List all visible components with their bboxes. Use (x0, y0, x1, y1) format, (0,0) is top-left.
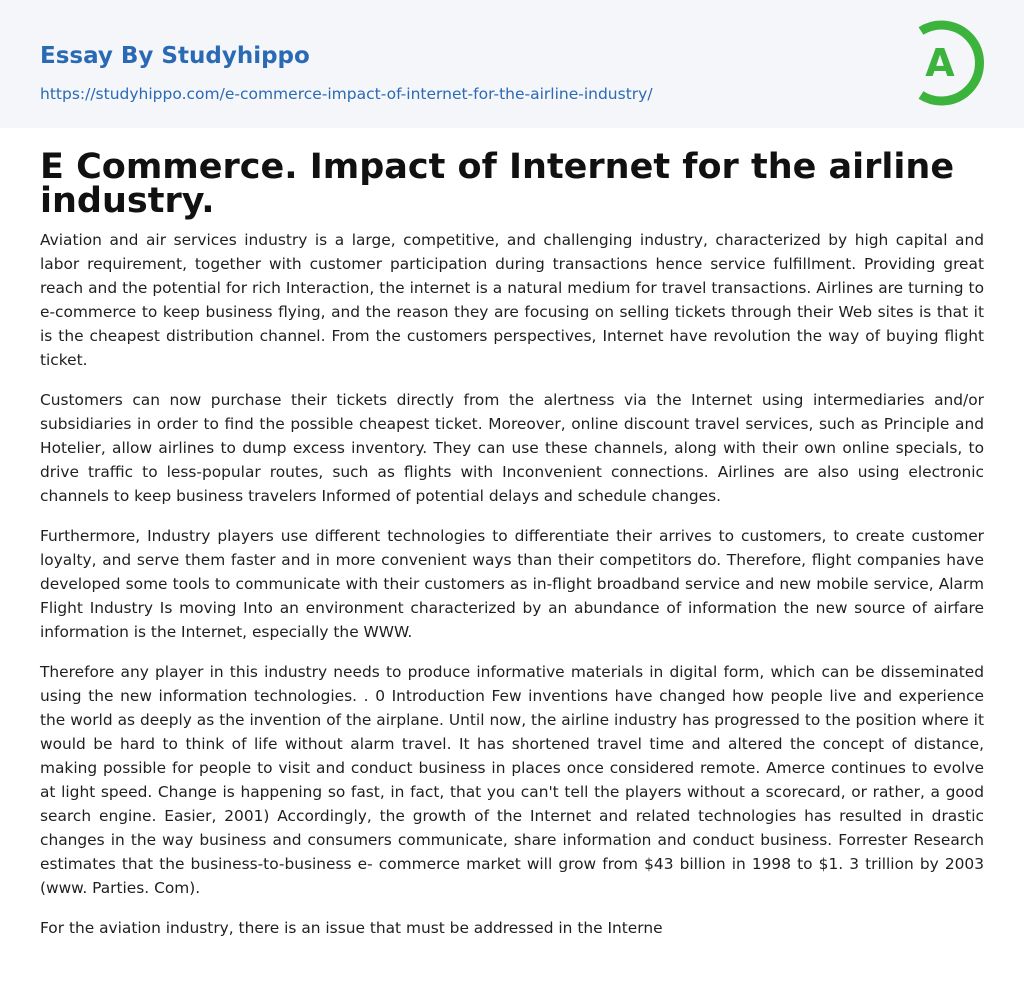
studyhippo-logo-icon[interactable] (896, 19, 986, 107)
page-url-link[interactable]: https://studyhippo.com/e-commerce-impact-of-internet-for-the-airline-industry/ (40, 85, 653, 103)
article-title: E Commerce. Impact of Internet for the airline industry. (40, 147, 955, 221)
site-header (0, 0, 1024, 128)
article-paragraph: Aviation and air services industry is a large, competitive, and challenging industry, characterized by high capital and labor requirement, together with customer participation during transactions hence service fulfillment. Providing great reach and the potential for rich Interaction, the internet is a natural medium for travel transactions. Airlines are turning to e-commerce to keep business flying, and the reason they are focusing on selling tickets through their Web sites is that it is the cheapest distribution channel. From the customers perspectives, Internet have revolution the way of buying flight ticket. (40, 231, 984, 369)
article-paragraph: Furthermore, Industry players use different technologies to differentiate their arrives to customers, to create customer loyalty, and serve them faster and in more convenient ways than their competitors do. Therefore, flight companies have developed some tools to communicate with their customers as in-flight broadband service and new mobile service, Alarm Flight Industry Is moving Into an environment characterized by an abundance of information the new source of airfare information is the Internet, especially the WWW. (40, 527, 984, 641)
logo-letter: A (925, 41, 955, 85)
article (40, 147, 984, 956)
article-paragraph: Customers can now purchase their tickets directly from the alertness via the Internet using intermediaries and/or subsidiaries in order to find the possible cheapest ticket. Moreover, online discount travel services, such as Principle and Hotelier, allow airlines to dump excess inventory. They can use these channels, along with their own online specials, to drive traffic to less-popular routes, such as flights with Inconvenient connections. Airlines are also using electronic channels to keep business travelers Informed of potential delays and schedule changes. (40, 391, 984, 505)
brand-title[interactable]: Essay By Studyhippo (40, 43, 310, 69)
article-paragraph: Therefore any player in this industry needs to produce informative materials in digital form, which can be disseminated using the new information technologies. . 0 Introduction Few inventions have changed how people live and experience the world as deeply as the invention of the airplane. Until now, the airline industry has progressed to the position where it would be hard to think of life without alarm travel. It has shortened travel time and altered the concept of distance, making possible for people to visit and conduct business in places once considered remote. Amerce continues to evolve at light speed. Change is happening so fast, in fact, that you can't tell the players without a scorecard, or rather, a good search engine. Easier, 2001) Accordingly, the growth of the Internet and related technologies has resulted in drastic changes in the way business and consumers communicate, share information and conduct business. Forrester Research estimates that the business-to-business e- commerce market will grow from $43 billion in 1998 to $1. 3 trillion by 2003 (www. Parties. Com). (40, 663, 984, 897)
article-paragraph: For the aviation industry, there is an issue that must be addressed in the Interne (40, 919, 663, 937)
